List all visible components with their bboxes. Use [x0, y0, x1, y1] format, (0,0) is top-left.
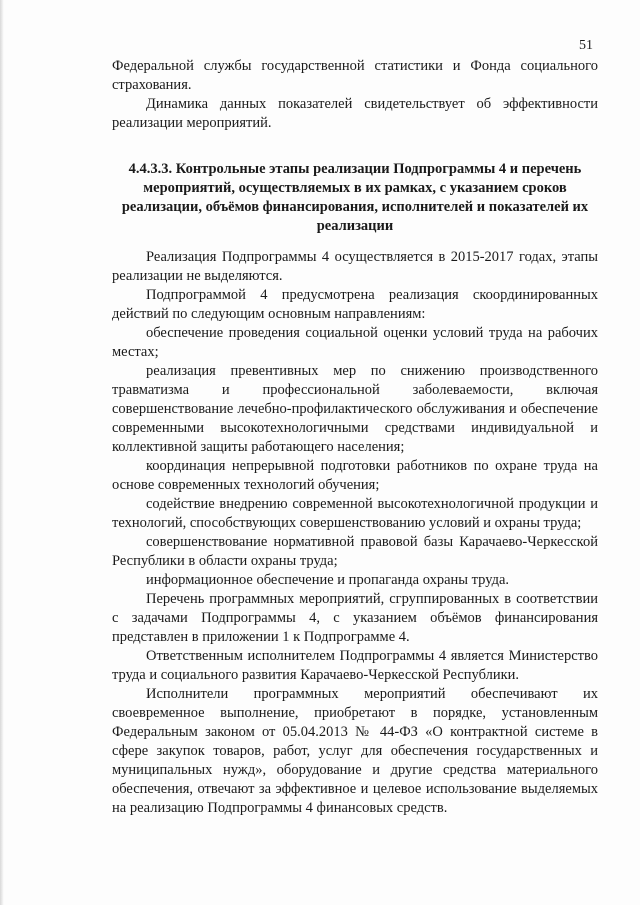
paragraph-direction-1: обеспечение проведения социальной оценки условий труда на рабочих местах;	[112, 325, 598, 360]
paragraph-direction-3: координация непрерывной подготовки работников по охране труда на основе современных технологий обучения;	[112, 458, 598, 493]
paragraph-activities-list: Перечень программных мероприятий, сгруппированных в соответствии с задачами Подпрограммы 4, с указанием объёмов финансирования представлен в приложении 1 к Подпрограмме 4.	[112, 591, 598, 645]
paragraph-continued: Федеральной службы государственной статистики и Фонда социального страхования.	[112, 58, 598, 93]
main-text-block	[112, 248, 598, 818]
paragraph-direction-6: информационное обеспечение и пропаганда охраны труда.	[146, 572, 510, 588]
paragraph-direction-4: содействие внедрению современной высокотехнологичной продукции и технологий, способствующих совершенствованию условий и охраны труда;	[112, 496, 598, 531]
top-text-block	[112, 57, 598, 133]
paragraph-implementation-period: Реализация Подпрограммы 4 осуществляется в 2015-2017 годах, этапы реализации не выделяются.	[112, 249, 598, 284]
page-number: 51	[579, 38, 593, 53]
paragraph-responsible-executor: Ответственным исполнителем Подпрограммы 4 является Министерство труда и социального развития Карачаево-Черкесской Республики.	[112, 648, 598, 683]
paragraph-direction-5: совершенствование нормативной правовой базы Карачаево-Черкесской Республики в области охраны труда;	[112, 534, 598, 569]
paragraph-executors-duties: Исполнители программных мероприятий обеспечивают их своевременное выполнение, приобретают в порядке, установленным Федеральным законом от 05.04.2013 № 44-ФЗ «О контрактной системе в сфере закупок товаров, работ, услуг для обеспечения государственных и муниципальных нужд», оборудование и другие средства материального обеспечения, отвечают за эффективное и целевое использование выделяемых на реализацию Подпрограммы 4 финансовых средств.	[112, 686, 598, 816]
paragraph-directions-intro: Подпрограммой 4 предусмотрена реализация скоординированных действий по следующим основным направлениям:	[112, 287, 598, 322]
paragraph-dynamics: Динамика данных показателей свидетельствует об эффективности реализации мероприятий.	[112, 96, 598, 131]
section-heading: 4.4.3.3. Контрольные этапы реализации Подпрограммы 4 и перечень мероприятий, осуществляемых в их рамках, с указанием сроков реализации, объёмов финансирования, исполнителей и показателей их реализации	[121, 161, 589, 234]
scan-edge-shadow	[0, 0, 4, 905]
paragraph-direction-2: реализация превентивных мер по снижению производственного травматизма и профессиональной заболеваемости, включая совершенствование лечебно-профилактического обслуживания и обеспечение современными высокотехнологичными средствами индивидуальной и коллективной защиты работающего населения;	[112, 363, 598, 455]
